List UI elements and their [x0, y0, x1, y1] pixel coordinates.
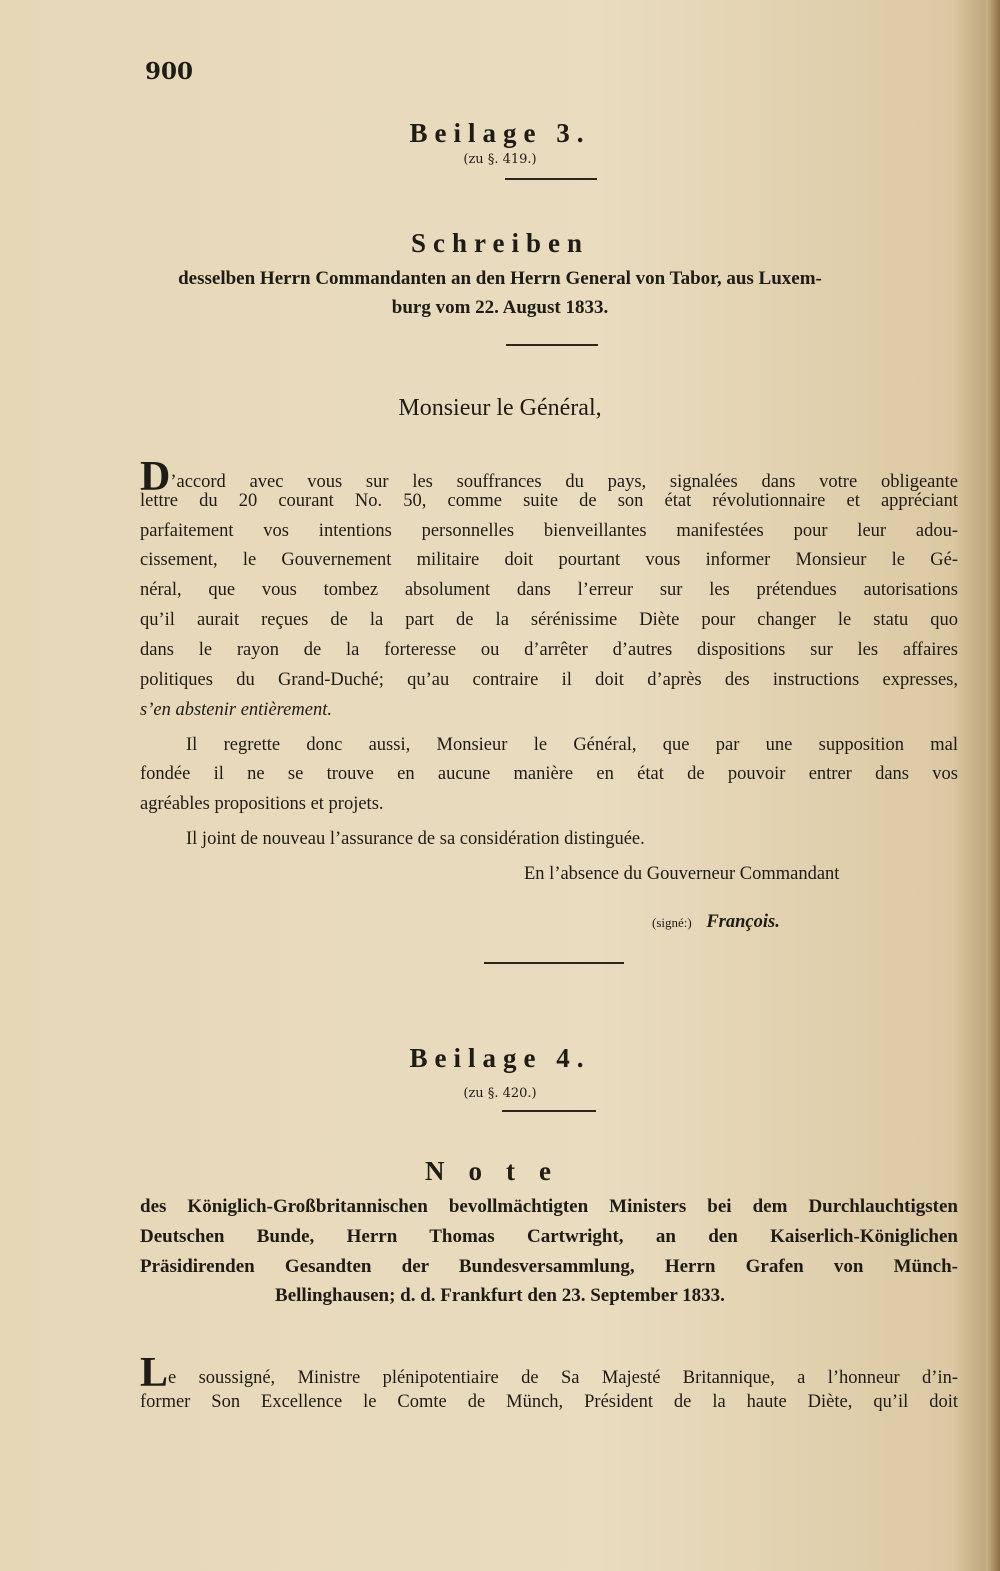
body-line: Il joint de nouveau l’assurance de sa considération distinguée.: [186, 829, 645, 849]
page-number: 900: [145, 58, 194, 85]
body-line: s’en abstenir entièrement.: [140, 700, 332, 720]
beilage3-header-line-2: burg vom 22. August 1833.: [391, 297, 609, 318]
divider: [505, 178, 597, 180]
dropcap: L: [140, 1350, 169, 1396]
body-line: qu’il aurait reçues de la part de la sérénissime Diète pour changer le statu quo: [140, 610, 958, 630]
salutation: Monsieur le Général,: [398, 395, 602, 421]
beilage4-title: Beilage 4.: [409, 1043, 591, 1073]
body-line: fondée il ne se trouve en aucune manière en état de pouvoir entrer dans vos: [140, 764, 958, 784]
signature-line: [652, 912, 952, 933]
beilage4-header-line-4: Bellinghausen; d. d. Frankfurt den 23. September 1833.: [275, 1285, 725, 1306]
beilage4-header-line-2: Deutschen Bunde, Herrn Thomas Cartwright, an den Kaiserlich-Königlichen: [140, 1226, 958, 1247]
body-line: D’accord avec vous sur les souffrances du pays, signalées dans votre obligeante: [140, 454, 958, 500]
divider: [484, 962, 624, 964]
divider: [506, 344, 598, 346]
beilage3-title: Beilage 3.: [409, 118, 591, 148]
beilage4-ref: (zu §. 420.): [463, 1086, 537, 1101]
body-line: Il regrette donc aussi, Monsieur le Général, que par une supposition mal: [186, 735, 958, 755]
body-line: politiques du Grand-Duché; qu’au contraire il doit d’après des instructions expresses,: [140, 670, 958, 690]
beilage4-doc-type: Note: [425, 1156, 575, 1186]
closing-line: En l’absence du Gouverneur Commandant: [524, 864, 840, 884]
dropcap: D: [140, 454, 171, 500]
beilage3-ref: (zu §. 419.): [463, 152, 537, 167]
beilage4-header-line-3: Präsidirenden Gesandten der Bundesversammlung, Herrn Grafen von Münch-: [140, 1256, 958, 1277]
beilage4-header-line-1: des Königlich-Großbritannischen bevollmächtigten Ministers bei dem Durchlauchtigsten: [140, 1196, 958, 1217]
beilage3-doc-type: Schreiben: [410, 228, 589, 258]
body-line: parfaitement vos intentions personnelles bienveillantes manifestées pour leur adou-: [140, 521, 958, 541]
beilage3-header-line-1: desselben Herrn Commandanten an den Herrn General von Tabor, aus Luxem-: [178, 268, 822, 289]
signature: François.: [706, 912, 780, 932]
body-line: former Son Excellence le Comte de Münch, Président de la haute Diète, qu’il doit: [140, 1392, 958, 1412]
divider: [502, 1110, 596, 1112]
body-line: Le soussigné, Ministre plénipotentiaire de Sa Majesté Britannique, a l’honneur d’in-: [140, 1350, 958, 1396]
body-line: cissement, le Gouvernement militaire doit pourtant vous informer Monsieur le Gé-: [140, 550, 958, 570]
body-line: dans le rayon de la forteresse ou d’arrêter d’autres dispositions sur les affaires: [140, 640, 958, 660]
body-line: lettre du 20 courant No. 50, comme suite de son état révolutionnaire et appréciant: [140, 491, 958, 511]
body-line: néral, que vous tombez absolument dans l’erreur sur les prétendues autorisations: [140, 580, 958, 600]
signed-label: (signé:): [652, 915, 692, 930]
body-line: agréables propositions et projets.: [140, 794, 384, 814]
